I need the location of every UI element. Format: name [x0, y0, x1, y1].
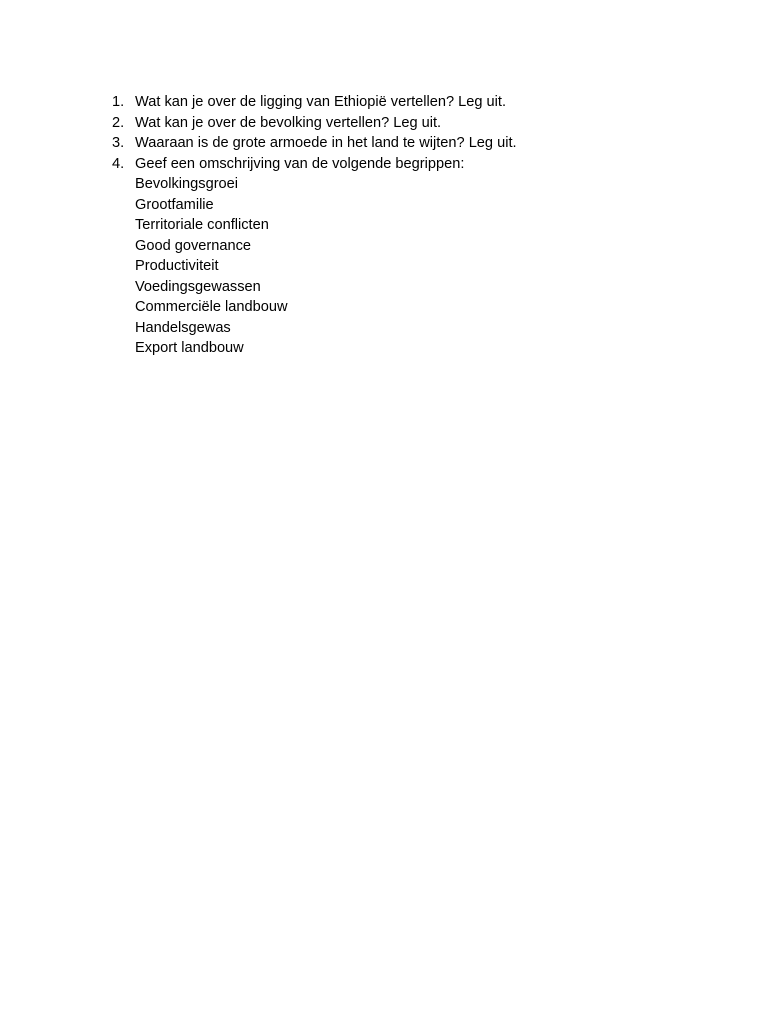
term-text: Productiviteit	[135, 258, 219, 274]
question-number: 4.	[112, 155, 125, 172]
term-text: Handelsgewas	[135, 319, 231, 336]
question-text: Wat kan je over de bevolking vertellen? Leg uit.	[135, 114, 442, 131]
question-number: 3.	[112, 135, 125, 151]
term-text: Good governance	[135, 237, 252, 254]
question-text: Geef een omschrijving van de volgende begrippen:	[135, 155, 465, 172]
term-text: Bevolkingsgroei	[135, 176, 239, 192]
term-text: Export landbouw	[135, 340, 244, 356]
question-number: 2.	[112, 114, 125, 131]
term-text: Grootfamilie	[135, 196, 214, 213]
term-text: Voedingsgewassen	[135, 278, 261, 295]
question-text: Waaraan is de grote armoede in het land te wijten? Leg uit.	[135, 135, 517, 151]
question-text: Wat kan je over de ligging van Ethiopië vertellen? Leg uit.	[135, 94, 507, 110]
question-number: 1.	[112, 94, 125, 110]
term-text: Commerciële landbouw	[135, 299, 288, 315]
term-text: Territoriale conflicten	[135, 217, 269, 233]
